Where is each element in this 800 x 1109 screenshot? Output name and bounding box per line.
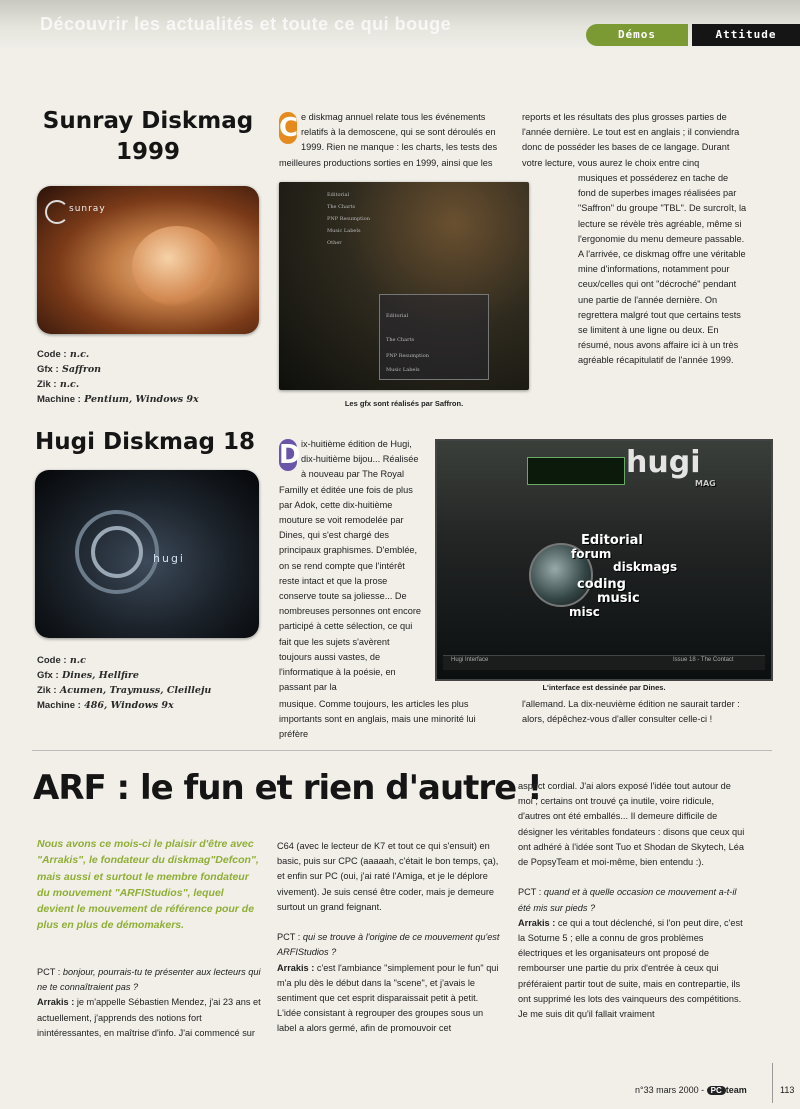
screen-menu-panel: Editorial The Charts PNP Resumption Music Labels bbox=[379, 294, 489, 380]
hugi-text-col1: D ix-huitième édition de Hugi, dix-huitième bijou... Réalisée à nouveau par The Royal Familly et éditée une fois de plus par Adok, cette dix-huitième mouture se voit remodelée par Dines, qui s'est chargé des principaux graphismes. D'emblée, on se rend compte que l'intérêt reste intact et que la prose conserve toute sa joliesse... De nombreuses personnes ont encore participé à cette sélection, ce qui fait que les sujets s'avèrent toujours aussi vastes, de l'informatique à la poésie, en passant par la bbox=[279, 439, 421, 693]
sunray-image-brand: sunray bbox=[69, 204, 106, 214]
hugi-caption: L'interface est dessinée par Dines. bbox=[542, 683, 666, 692]
arf-intro: Nous avons ce mois-ci le plaisir d'être avec "Arrakis", le fondateur du diskmag"Defcon", mais aussi et surtout le membre fondateur du mouvement "ARFIStudios", lequel devient le mouvement de référence pour de plus en plus de démomakers. bbox=[37, 838, 259, 932]
hugi-screenshot: hugi MAG Editorial forum diskmags coding music misc Hugi Interface Issue 18 - The Contact bbox=[437, 441, 771, 679]
hugi-cover-image bbox=[35, 470, 259, 638]
credit-line: Zik : n.c. bbox=[37, 379, 80, 390]
credit-line: Machine : 486, Windows 9x bbox=[37, 700, 174, 711]
arf-heading: ARF : le fun et rien d'autre ! bbox=[33, 768, 542, 808]
hugi-image-brand: hugi bbox=[153, 552, 185, 565]
credit-line: Gfx : Dines, Hellfire bbox=[37, 670, 139, 681]
drop-cap: C bbox=[279, 113, 299, 143]
hugi-text-col2: l'allemand. La dix-neuvième édition ne saurait tarder : alors, dépêchez-vous d'aller consulter celle-ci ! bbox=[522, 699, 740, 725]
hugi-heading: Hugi Diskmag 18 bbox=[35, 429, 255, 455]
banner-ghost-text: Découvrir les actualités et toute ce qui bouge bbox=[40, 14, 452, 34]
sunray-cover-image bbox=[37, 186, 259, 334]
rubric-tab-demos: Démos bbox=[586, 24, 688, 46]
pcteam-logo: PC bbox=[707, 1086, 726, 1095]
sunray-logo-icon bbox=[45, 200, 69, 224]
hugi-text-tail: musique. Comme toujours, les articles les plus importants sont en anglais, mais une minorité lui préfère bbox=[279, 699, 476, 740]
sunray-text-col1: C e diskmag annuel relate tous les événements relatifs à la demoscene, qui se sont déroulés en 1999. Rien ne manque : les charts, les tests des meilleures productions sorties en 1999, ainsi que les bbox=[279, 112, 498, 168]
sunray-credits bbox=[37, 347, 257, 407]
credit-line: Machine : Pentium, Windows 9x bbox=[37, 394, 199, 405]
sunray-screenshot: Editorial The Charts PNP Resumption Music Labels Other Editorial The Charts PNP Resumption Music Labels bbox=[279, 182, 529, 390]
sunray-heading: Sunray Diskmag 1999 bbox=[42, 108, 254, 165]
page-footer: n°33 mars 2000 - PC team bbox=[635, 1085, 747, 1095]
credit-line: Code : n.c. bbox=[37, 349, 90, 360]
hugi-screen-logo: hugi bbox=[626, 445, 701, 480]
rubric-tab-attitude: Attitude bbox=[692, 24, 800, 46]
credit-line: Code : n.c bbox=[37, 655, 86, 666]
credit-line: Gfx : Saffron bbox=[37, 364, 102, 375]
sunray-caption: Les gfx sont réalisés par Saffron. bbox=[344, 399, 464, 408]
arf-col3: aspect cordial. J'ai alors exposé l'idée tout autour de moi ; certains ont trouvé ça inutile, voire ridicule, d'autres ont été emballés... Il demeure difficile de désigner les véritables fondateurs : disons que ceux qui ont adhéré à l'idée sont Tuo et Shodan de Skytech, Léa de PopsyTeam et moi-même, bien entendu :). PCT : quand et à quelle occasion ce mouvement a-t-il été mis sur pieds ? Arrakis : ce qui a tout déclenché, si l'on peut dire, c'est la Soturne 5 ; elle a connu de gros problèmes électriques et les organisateurs ont proposé de rembourser une partie du prix d'entrée à ceux qui préféraient partir tout de suite, mais en contrepartie, ils ont supprimé les lots des vainqueurs des compétitions. Je me suis dit qu'il fallait vraiment bbox=[518, 781, 745, 1020]
footer-divider bbox=[772, 1063, 773, 1103]
speaker-ring-shape bbox=[91, 526, 143, 578]
drop-cap: D bbox=[279, 440, 301, 470]
sunray-text-col2b: musiques et posséderez en tache de fond de superbes images réalisées par "Saffron" du groupe "TBL". De surcroît, la lecture se révèle très agréable, même si l'ergonomie du menu demeure passable. A l'arrivée, ce diskmag offre une véritable mine d'informations, notamment pour ceux/celles qui ont "décroché" pendant une partie de l'année dernière. On regrettera malgré tout que certains tests se limitent à une ligne ou deux. En résumé, nous avons affaire ici à un très agréable récapitulatif de l'année 1999. bbox=[578, 173, 747, 366]
hugi-credits bbox=[37, 653, 257, 713]
page-number: 113 bbox=[780, 1085, 795, 1095]
arf-col1: PCT : bonjour, pourrais-tu te présenter aux lecteurs qui ne te connaîtraient pas ? Arrakis : je m'appelle Sébastien Mendez, j'ai 23 ans et actuellement, j'apprends des notions fort inintéressantes, en maîtrise d'info. J'ai commencé sur bbox=[37, 967, 261, 1038]
lcd-display bbox=[527, 457, 625, 485]
section-divider bbox=[32, 750, 772, 751]
sunray-text-col2a: reports et les résultats des plus grosses parties de l'année dernière. Le tout est en anglais ; il conviendra donc de posséder les bases de ce langage. Durant votre lecture, vous aurez le choix entre cinq bbox=[522, 112, 740, 168]
portrait-shape bbox=[132, 226, 222, 306]
credit-line: Zik : Acumen, Traymuss, Cleilleju bbox=[37, 685, 212, 696]
arf-col2: C64 (avec le lecteur de K7 et tout ce qui s'ensuit) en basic, puis sur CPC (aaaaah, c'était le bon temps, ça), et enfin sur PC (oui, j'ai raté l'Amiga, et je le déplore vivement). Je suis censé être coder, mais je demeure surtout un grand feignant. PCT : qui se trouve à l'origine de ce mouvement qu'est ARFIStudios ? Arrakis : c'est l'ambiance "simplement pour le fun" qui m'a plu dès le début dans la "scene", et j'avais le sentiment que cet esprit disparaissait petit à petit. L'idée consistant à regrouper des groupes sous un label a alors germé, afin de promouvoir cet bbox=[277, 841, 500, 1034]
